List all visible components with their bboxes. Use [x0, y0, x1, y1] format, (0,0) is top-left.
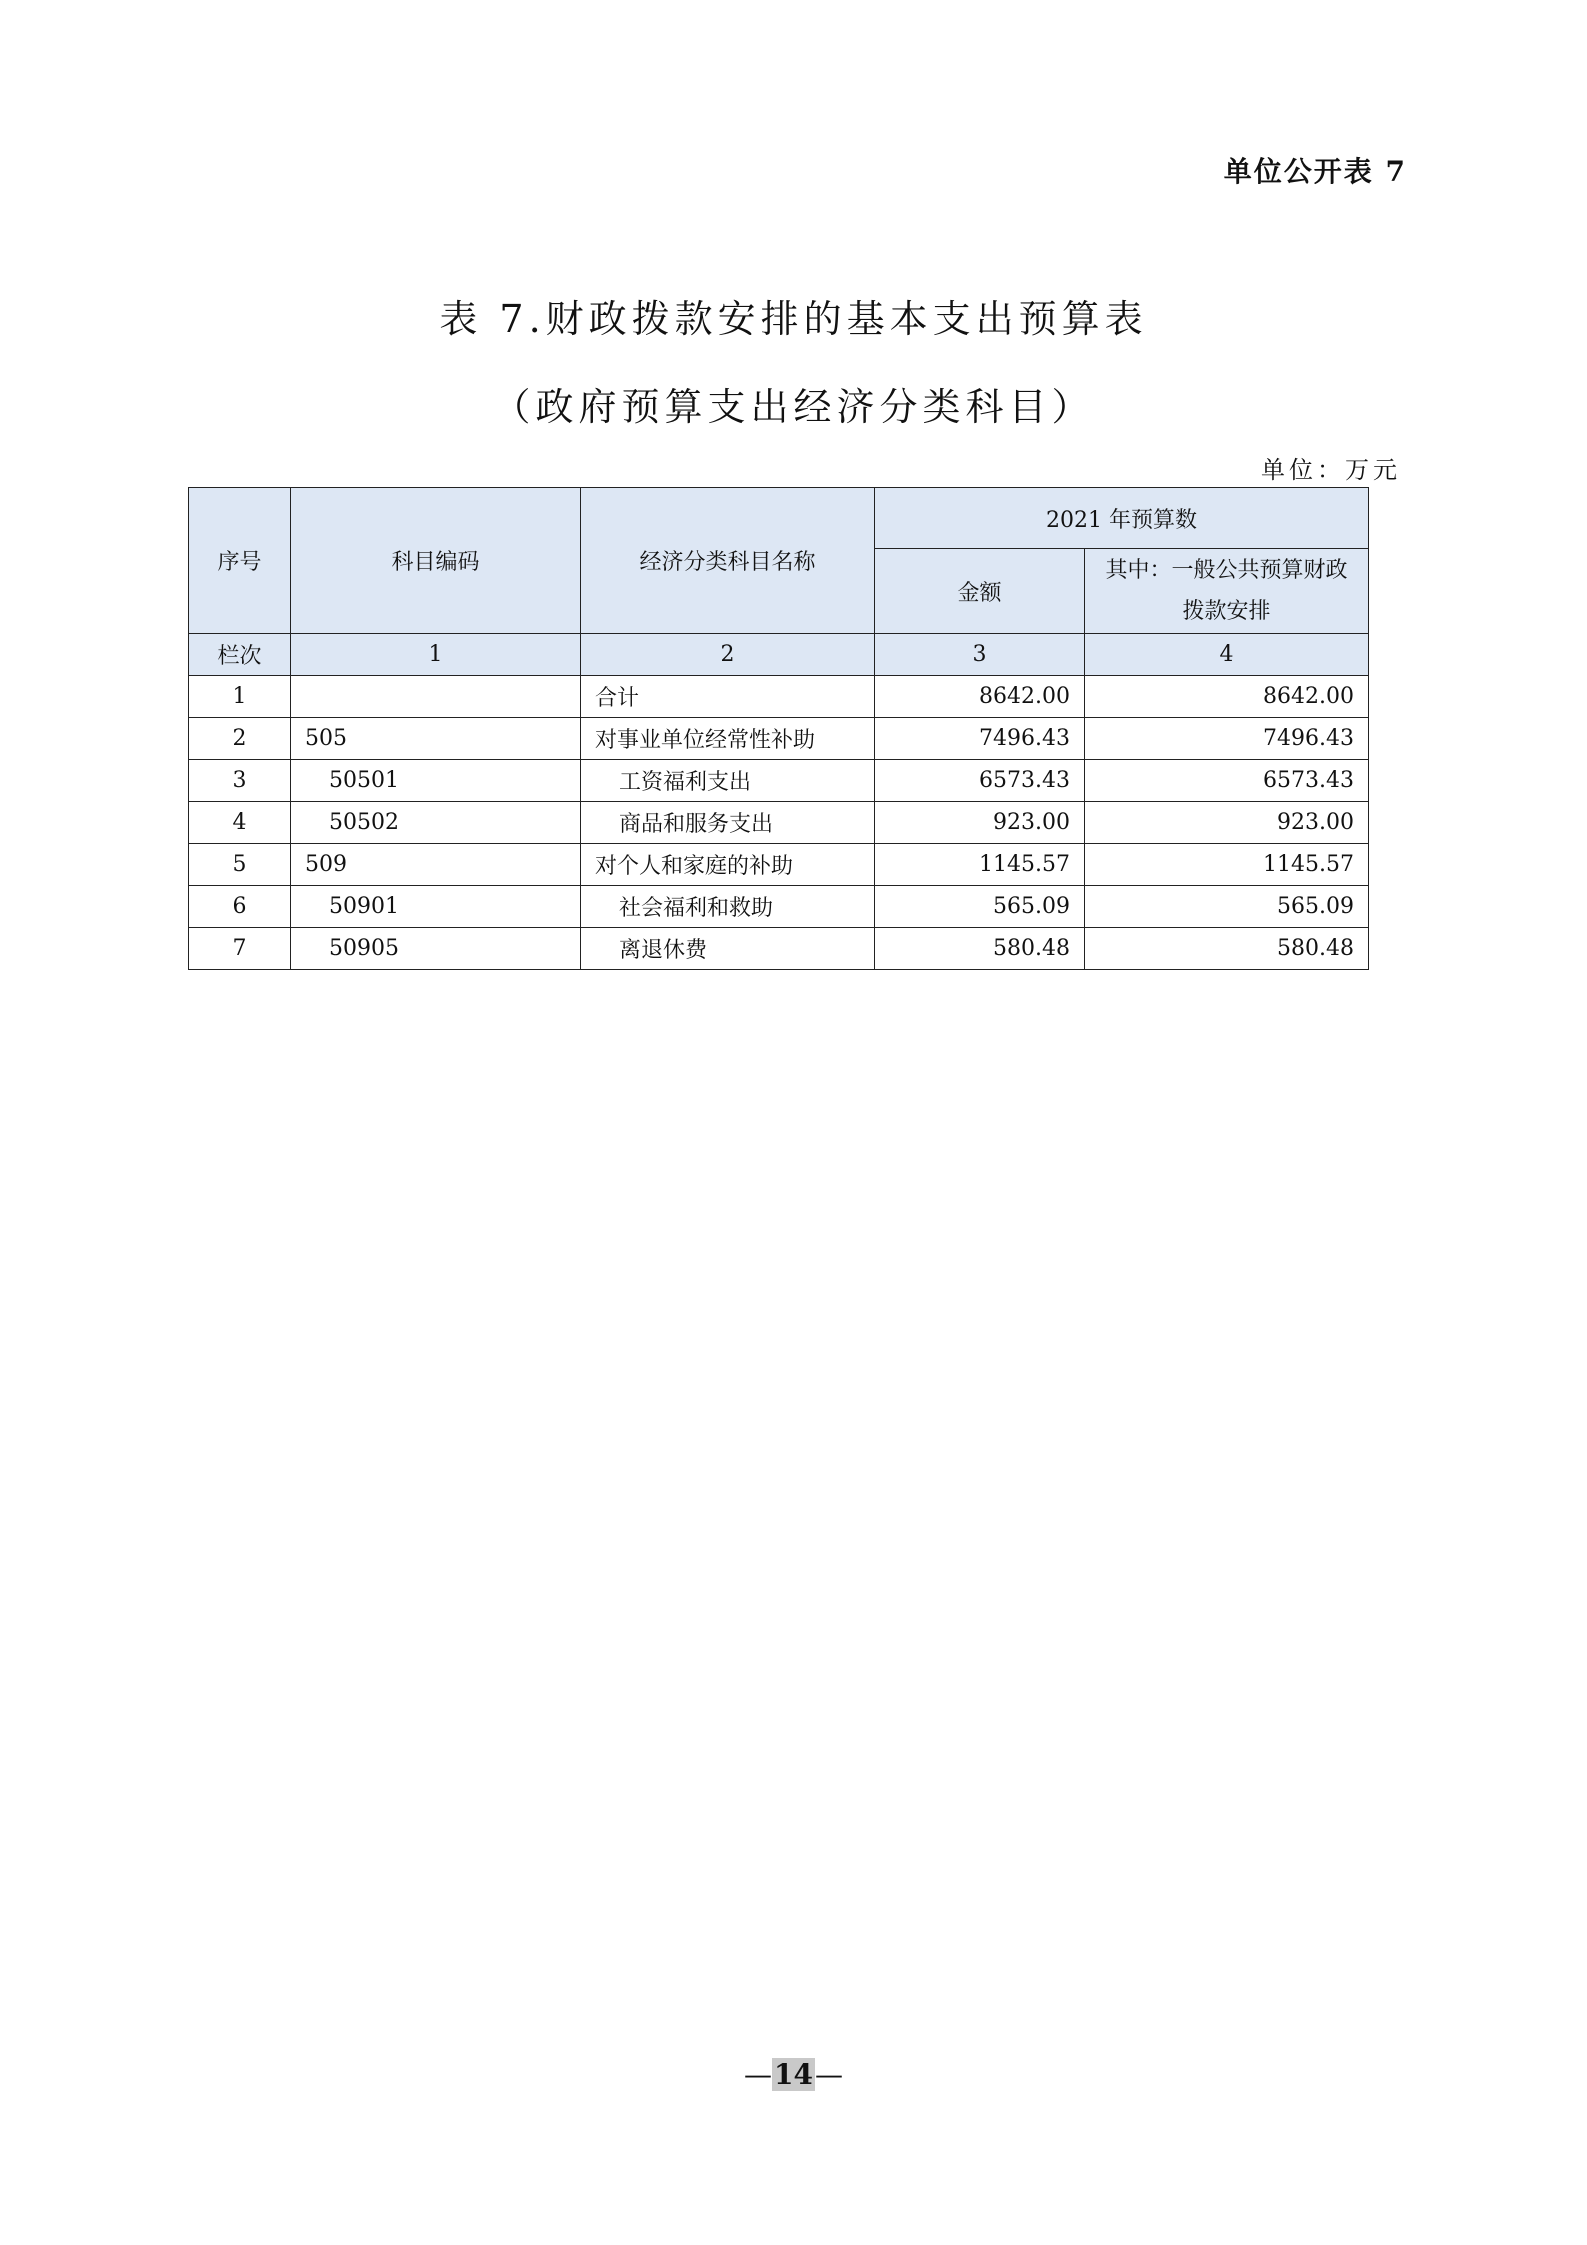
row-name: 商品和服务支出 [581, 802, 875, 844]
row-name: 对事业单位经常性补助 [581, 718, 875, 760]
row-seq: 6 [189, 886, 291, 928]
page-number [0, 2058, 1587, 2091]
row-amount: 7496.43 [875, 718, 1085, 760]
row-code: 50502 [291, 802, 581, 844]
header-amount: 金额 [875, 549, 1085, 634]
header-general-budget: 其中：一般公共预算财政拨款安排 [1085, 549, 1369, 634]
row-amount: 8642.00 [875, 676, 1085, 718]
row-amount: 6573.43 [875, 760, 1085, 802]
row-name: 合计 [581, 676, 875, 718]
row-general: 1145.57 [1085, 844, 1369, 886]
header-seq: 序号 [189, 488, 291, 634]
row-seq: 1 [189, 676, 291, 718]
table-row [189, 802, 1369, 844]
row-general: 565.09 [1085, 886, 1369, 928]
row-general: 7496.43 [1085, 718, 1369, 760]
budget-table [188, 487, 1369, 970]
header-year-group: 2021 年预算数 [875, 488, 1369, 549]
page-subtitle: （政府预算支出经济分类科目） [492, 385, 1095, 429]
row-amount: 1145.57 [875, 844, 1085, 886]
row-general: 580.48 [1085, 928, 1369, 970]
column-index-1: 1 [291, 634, 581, 676]
row-code: 50905 [291, 928, 581, 970]
column-index-3: 3 [875, 634, 1085, 676]
row-name: 对个人和家庭的补助 [581, 844, 875, 886]
page-number-dash-right: — [814, 2058, 843, 2091]
table-row [189, 844, 1369, 886]
row-seq: 7 [189, 928, 291, 970]
row-seq: 3 [189, 760, 291, 802]
row-code: 50901 [291, 886, 581, 928]
page-number-value: 14 [774, 2058, 813, 2091]
row-code: 505 [291, 718, 581, 760]
row-seq: 2 [189, 718, 291, 760]
row-code: 50501 [291, 760, 581, 802]
row-seq: 4 [189, 802, 291, 844]
row-name: 工资福利支出 [581, 760, 875, 802]
table-row [189, 928, 1369, 970]
row-amount: 923.00 [875, 802, 1085, 844]
unit-label: 单位：万元 [1261, 456, 1401, 484]
header-code: 科目编码 [291, 488, 581, 634]
form-label: 单位公开表 7 [1223, 155, 1407, 188]
page-number-dash-left: — [744, 2058, 773, 2091]
row-code [291, 676, 581, 718]
row-amount: 565.09 [875, 886, 1085, 928]
column-index-label: 栏次 [189, 634, 291, 676]
column-index-4: 4 [1085, 634, 1369, 676]
table-row [189, 676, 1369, 718]
table-row [189, 886, 1369, 928]
row-general: 6573.43 [1085, 760, 1369, 802]
table-row [189, 760, 1369, 802]
row-general: 8642.00 [1085, 676, 1369, 718]
row-seq: 5 [189, 844, 291, 886]
row-name: 离退休费 [581, 928, 875, 970]
table-row [189, 718, 1369, 760]
header-name: 经济分类科目名称 [581, 488, 875, 634]
row-code: 509 [291, 844, 581, 886]
column-index-2: 2 [581, 634, 875, 676]
row-amount: 580.48 [875, 928, 1085, 970]
page-title: 表 7.财政拨款安排的基本支出预算表 [439, 297, 1148, 341]
row-name: 社会福利和救助 [581, 886, 875, 928]
row-general: 923.00 [1085, 802, 1369, 844]
